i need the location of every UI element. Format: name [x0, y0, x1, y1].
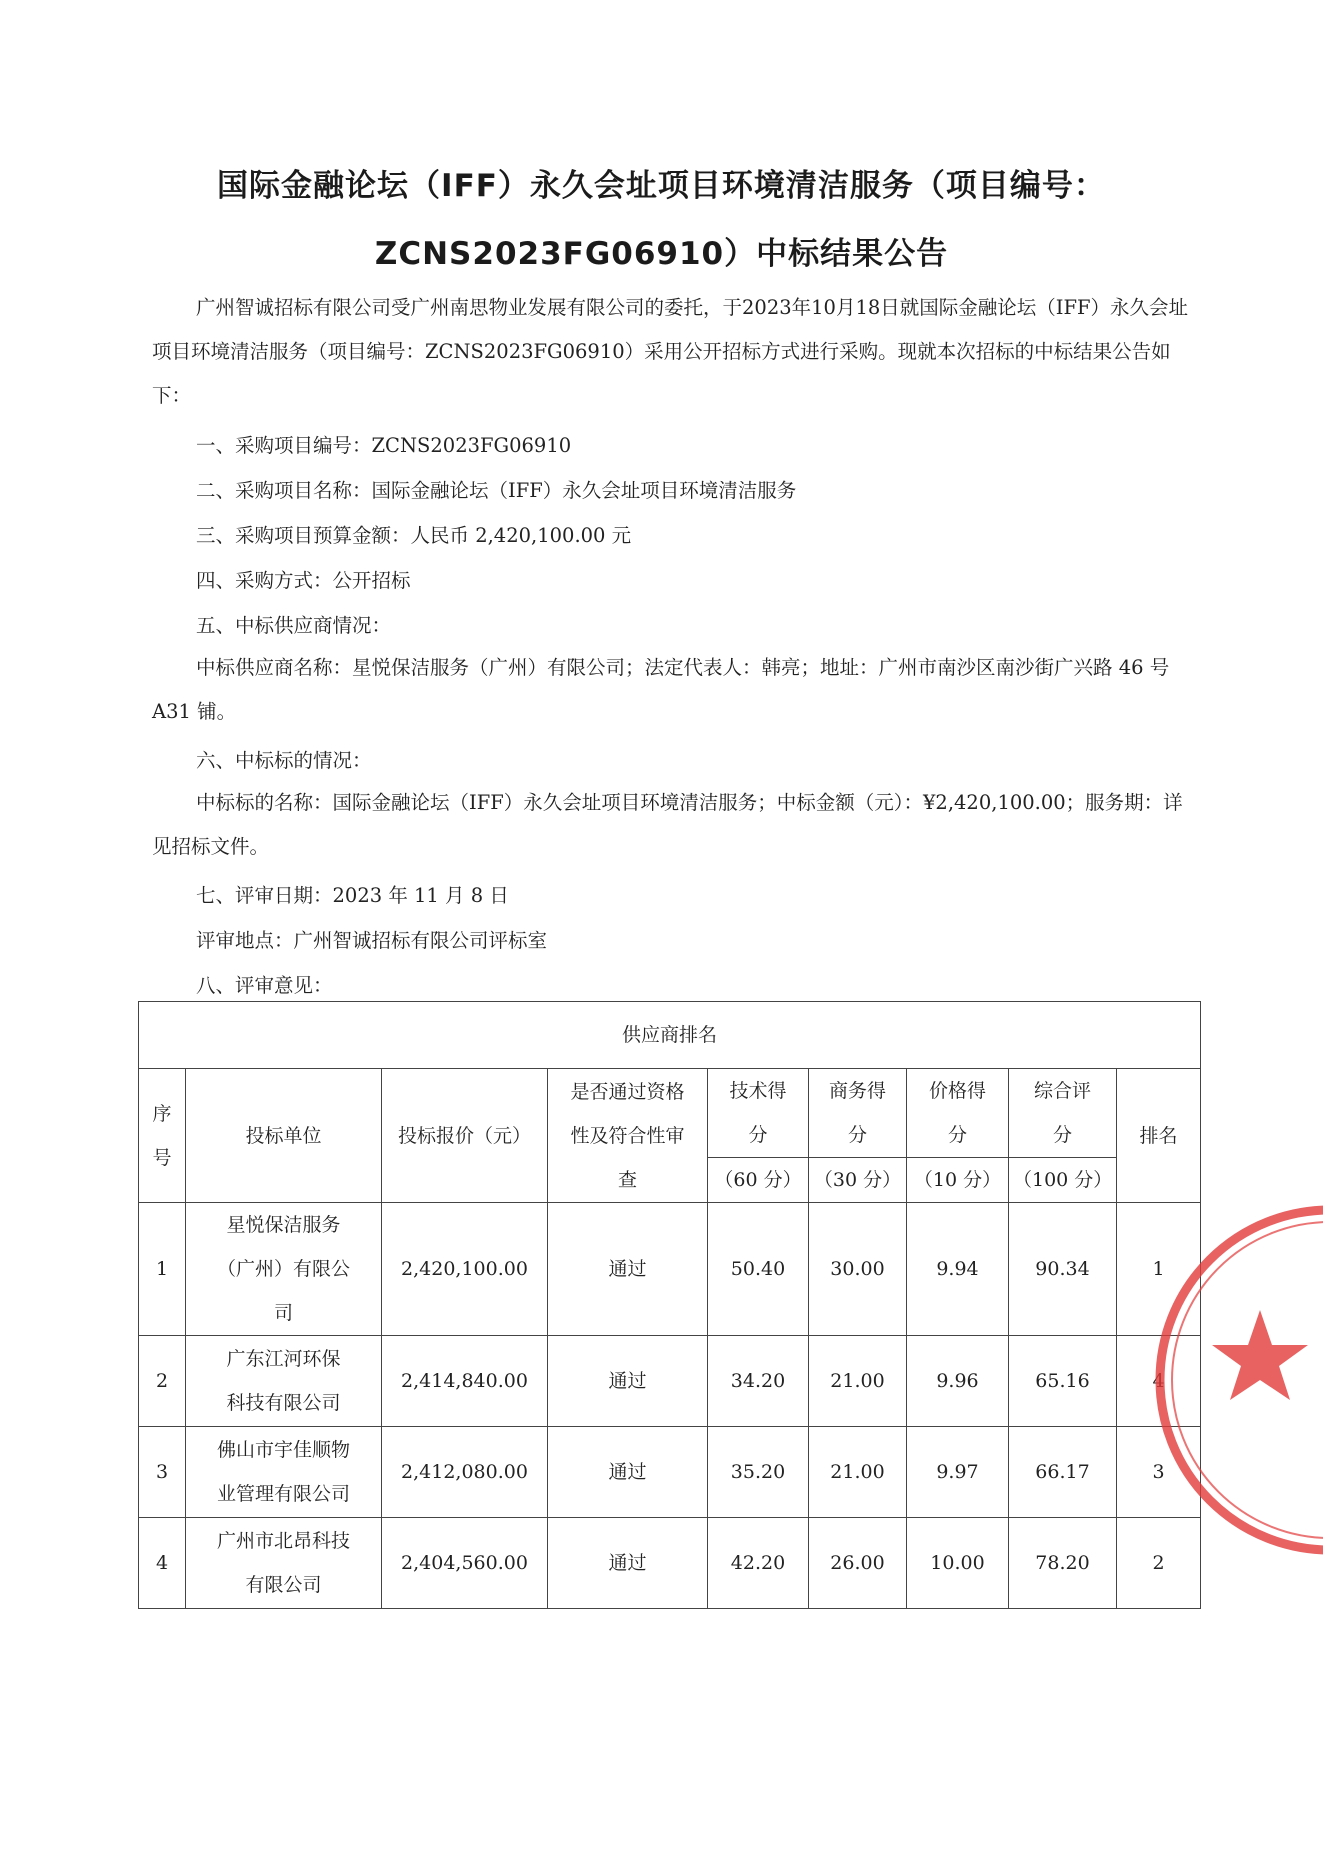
- cell-qualified: 通过: [548, 1427, 708, 1518]
- header-bidder: 投标单位: [186, 1069, 382, 1203]
- header-price: 投标报价（元）: [382, 1069, 548, 1203]
- cell-cost: 9.94: [907, 1203, 1009, 1336]
- cell-price: 2,420,100.00: [382, 1203, 548, 1336]
- cell-price: 2,404,560.00: [382, 1518, 548, 1609]
- intro-paragraph: 广州智诚招标有限公司受广州南思物业发展有限公司的委托，于2023年10月18日就国际金融论坛（IFF）永久会址项目环境清洁服务（项目编号：ZCNS2023FG06910）采用公开招标方式进行采购。现就本次招标的中标结果公告如下：: [152, 296, 1189, 407]
- header-seq: 序号: [139, 1069, 186, 1203]
- cell-total: 90.34: [1009, 1203, 1117, 1336]
- item-review-date: 七、评审日期：2023 年 11 月 8 日: [196, 884, 509, 907]
- cell-seq: 3: [139, 1427, 186, 1518]
- cell-price: 2,414,840.00: [382, 1336, 548, 1427]
- item-review-place: 评审地点：广州智诚招标有限公司评标室: [196, 929, 548, 952]
- cell-cost: 10.00: [907, 1518, 1009, 1609]
- cell-rank: 2: [1117, 1518, 1201, 1609]
- header-tech-max: （60 分）: [708, 1158, 809, 1203]
- cell-total: 78.20: [1009, 1518, 1117, 1609]
- header-tech: 技术得分: [708, 1069, 809, 1158]
- cell-qualified: 通过: [548, 1203, 708, 1336]
- cell-cost: 9.97: [907, 1427, 1009, 1518]
- cell-qualified: 通过: [548, 1518, 708, 1609]
- cell-tech: 35.20: [708, 1427, 809, 1518]
- item-project-number: 一、采购项目编号：ZCNS2023FG06910: [196, 434, 572, 457]
- cell-total: 65.16: [1009, 1336, 1117, 1427]
- item-subject-heading: 六、中标标的情况：: [196, 749, 372, 772]
- header-qualified: 是否通过资格性及符合性审查: [548, 1069, 708, 1203]
- cell-bidder: 广州市北昂科技有限公司: [186, 1518, 382, 1609]
- table-row: [139, 1427, 1201, 1518]
- item-project-name: 二、采购项目名称：国际金融论坛（IFF）永久会址项目环境清洁服务: [196, 479, 797, 502]
- cell-total: 66.17: [1009, 1427, 1117, 1518]
- cell-biz: 26.00: [809, 1518, 907, 1609]
- table-row: [139, 1336, 1201, 1427]
- table-row: [139, 1518, 1201, 1609]
- table-row: [139, 1203, 1201, 1336]
- header-total: 综合评分: [1009, 1069, 1117, 1158]
- header-cost: 价格得分: [907, 1069, 1009, 1158]
- header-biz: 商务得分: [809, 1069, 907, 1158]
- cell-biz: 21.00: [809, 1427, 907, 1518]
- item-subject-detail: 中标标的名称：国际金融论坛（IFF）永久会址项目环境清洁服务；中标金额（元）：¥2,420,100.00；服务期：详见招标文件。: [152, 791, 1183, 858]
- header-cost-max: （10 分）: [907, 1158, 1009, 1203]
- cell-price: 2,412,080.00: [382, 1427, 548, 1518]
- cell-bidder: 佛山市宇佳顺物业管理有限公司: [186, 1427, 382, 1518]
- seal-star-icon: [1212, 1310, 1308, 1400]
- cell-rank: 4: [1117, 1336, 1201, 1427]
- item-budget: 三、采购项目预算金额：人民币 2,420,100.00 元: [196, 524, 632, 547]
- cell-tech: 42.20: [708, 1518, 809, 1609]
- header-total-max: （100 分）: [1009, 1158, 1117, 1203]
- cell-rank: 1: [1117, 1203, 1201, 1336]
- cell-tech: 50.40: [708, 1203, 809, 1336]
- item-method: 四、采购方式：公开招标: [196, 569, 411, 592]
- cell-bidder: 星悦保洁服务（广州）有限公司: [186, 1203, 382, 1336]
- cell-qualified: 通过: [548, 1336, 708, 1427]
- cell-seq: 1: [139, 1203, 186, 1336]
- supplier-ranking-table: [138, 1001, 1201, 1609]
- header-biz-max: （30 分）: [809, 1158, 907, 1203]
- item-review-opinion: 八、评审意见：: [196, 974, 333, 997]
- title-line-1: 国际金融论坛（IFF）永久会址项目环境清洁服务（项目编号：: [217, 168, 1106, 204]
- cell-bidder: 广东江河环保科技有限公司: [186, 1336, 382, 1427]
- item-supplier-detail: 中标供应商名称：星悦保洁服务（广州）有限公司；法定代表人：韩亮；地址：广州市南沙区南沙街广兴路 46 号 A31 铺。: [152, 656, 1170, 723]
- cell-biz: 30.00: [809, 1203, 907, 1336]
- cell-seq: 4: [139, 1518, 186, 1609]
- cell-rank: 3: [1117, 1427, 1201, 1518]
- cell-biz: 21.00: [809, 1336, 907, 1427]
- item-supplier-heading: 五、中标供应商情况：: [196, 614, 392, 637]
- cell-seq: 2: [139, 1336, 186, 1427]
- cell-tech: 34.20: [708, 1336, 809, 1427]
- title-line-2: ZCNS2023FG06910）中标结果公告: [374, 236, 949, 272]
- header-rank: 排名: [1117, 1069, 1201, 1203]
- table-caption: 供应商排名: [139, 1002, 1201, 1069]
- cell-cost: 9.96: [907, 1336, 1009, 1427]
- official-seal: [1150, 1200, 1323, 1560]
